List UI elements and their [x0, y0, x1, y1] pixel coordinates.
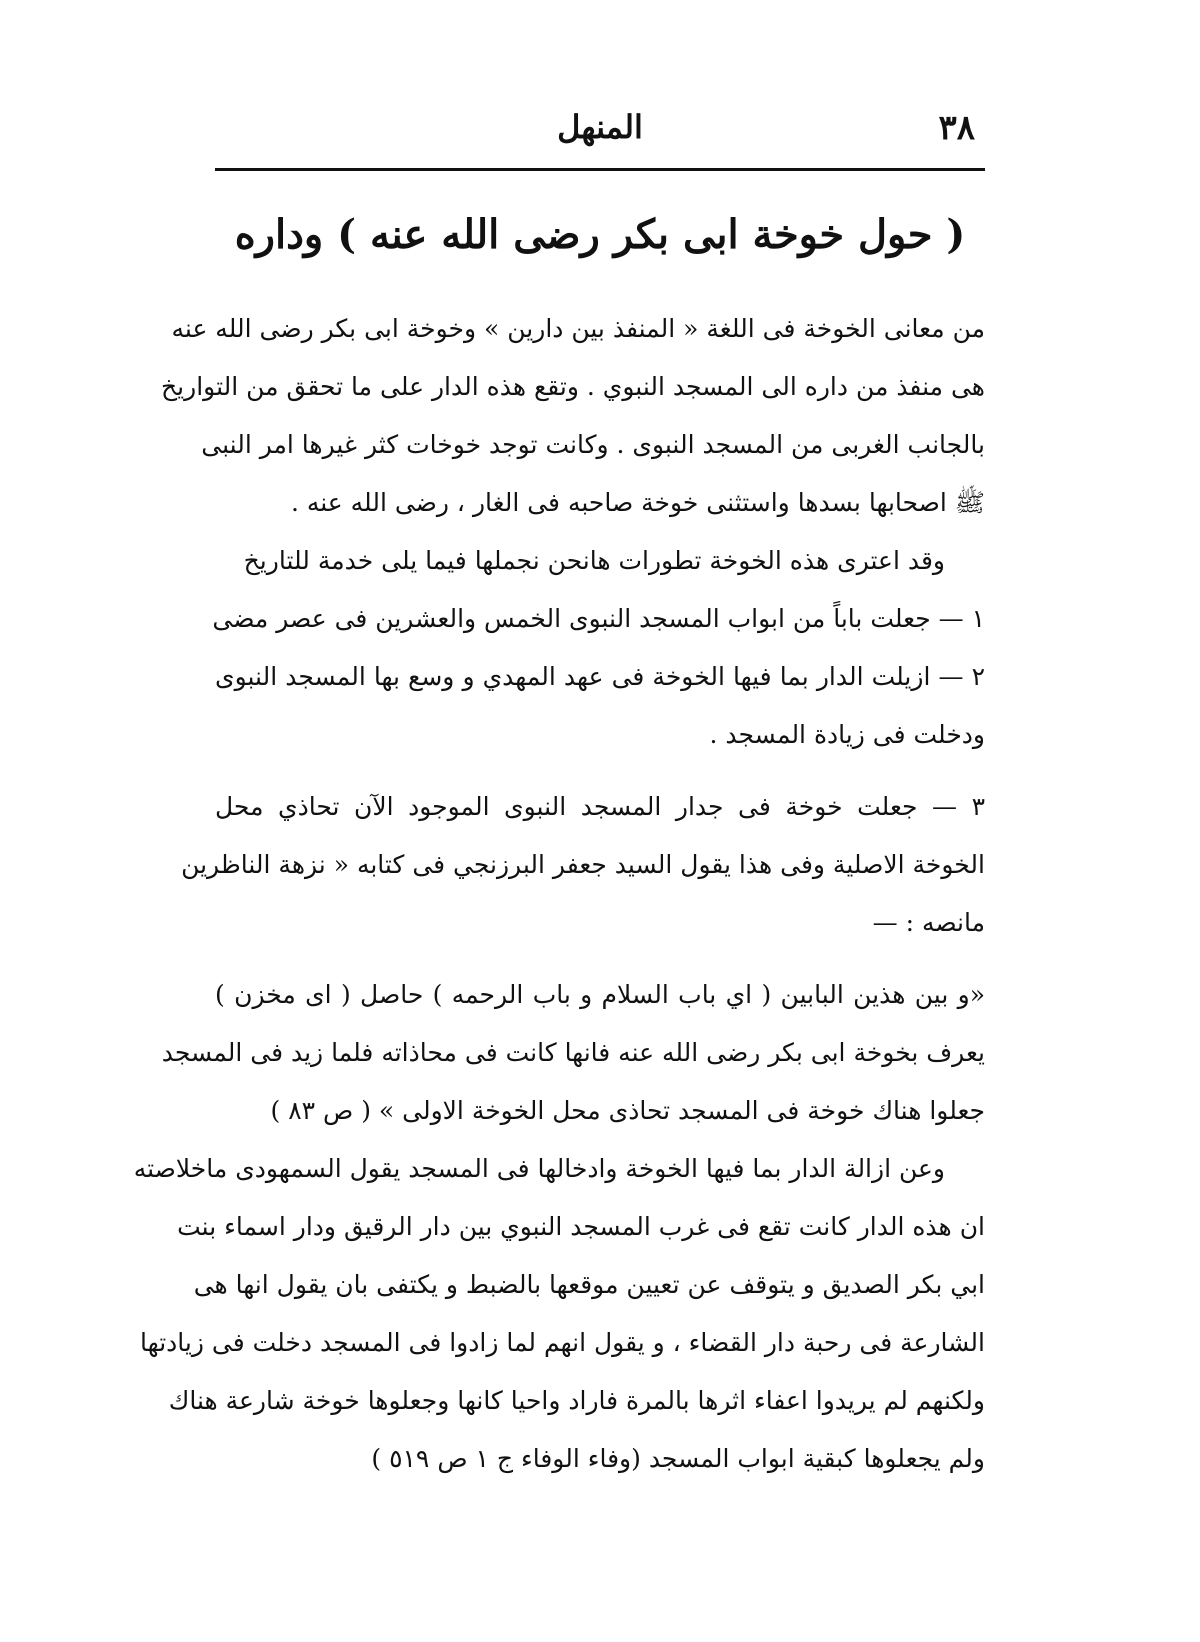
list-item-2	[215, 648, 985, 764]
text-line: ولم يجعلوها كبقية ابواب المسجد (وفاء الوفاء ج ١ ص ٥١٩ )	[371, 1444, 985, 1473]
text-line: وقد اعترى هذه الخوخة تطورات هانحن نجملها فيما يلى خدمة للتاريخ	[243, 546, 945, 575]
text-line: من معانى الخوخة فى اللغة « المنفذ بين دارين » وخوخة ابى بكر رضى الله عنه	[171, 314, 985, 343]
text-line: وعن ازالة الدار بما فيها الخوخة وادخالها فى المسجد يقول السمهودى ماخلاصته	[133, 1154, 945, 1183]
paragraph-definition	[161, 300, 985, 532]
journal-name: المنهل	[557, 108, 643, 146]
text-line: ٣ — جعلت خوخة فى جدار المسجد النبوى الموجود الآن تحاذي محل	[215, 792, 985, 821]
page-header	[215, 100, 985, 160]
text-line: الشارعة فى رحبة دار القضاء ، و يقول انهم لما زادوا فى المسجد دخلت فى زيادتها	[140, 1328, 985, 1357]
text-line: ١ — جعلت باباً من ابواب المسجد النبوى الخمس والعشرين فى عصر مضى	[212, 604, 985, 633]
list-item-3	[181, 778, 985, 952]
page-number: ٣٨	[938, 108, 975, 148]
article-body	[133, 300, 985, 1488]
list-item-1	[212, 590, 985, 648]
text-line: بالجانب الغربى من المسجد النبوى . وكانت توجد خوخات كثر غيرها امر النبى	[201, 430, 985, 459]
text-line: جعلوا هناك خوخة فى المسجد تحاذى محل الخوخة الاولى » ( ص ٨٣ )	[270, 1096, 985, 1125]
text-line: ودخلت فى زيادة المسجد .	[709, 720, 985, 749]
text-line: ٢ — ازيلت الدار بما فيها الخوخة فى عهد المهدي و وسع بها المسجد النبوى	[215, 662, 985, 691]
text-line: ولكنهم لم يريدوا اعفاء اثرها بالمرة فاراد واحيا كانها وجعلوها خوخة شارعة هناك	[168, 1386, 985, 1415]
header-divider	[215, 168, 985, 171]
article-title: ( حول خوخة ابى بكر رضى الله عنه ) وداره	[234, 211, 966, 258]
text-line: يعرف بخوخة ابى بكر رضى الله عنه فانها كانت فى محاذاته فلما زيد فى المسجد	[161, 1038, 985, 1067]
text-line: هى منفذ من داره الى المسجد النبوي . وتقع هذه الدار على ما تحقق من التواريخ	[161, 372, 985, 401]
text-line: «و بين هذين البابين ( اي باب السلام و باب الرحمه ) حاصل ( اى مخزن )	[215, 980, 985, 1009]
text-line: ﷺ اصحابها بسدها واستثنى خوخة صاحبه فى الغار ، رضى الله عنه .	[290, 488, 985, 517]
text-line: مانصه : —	[872, 908, 985, 937]
paragraph-samhudi	[133, 1140, 985, 1488]
paragraph-developments-intro	[215, 532, 985, 590]
quotation-barzanji	[161, 966, 985, 1140]
text-line: ابي بكر الصديق و يتوقف عن تعيين موقعها بالضبط و يكتفى بان يقول انها هى	[193, 1270, 985, 1299]
text-line: ان هذه الدار كانت تقع فى غرب المسجد النبوي بين دار الرقيق ودار اسماء بنت	[177, 1212, 985, 1241]
text-line: الخوخة الاصلية وفى هذا يقول السيد جعفر البرزنجي فى كتابه « نزهة الناظرين	[181, 850, 985, 879]
